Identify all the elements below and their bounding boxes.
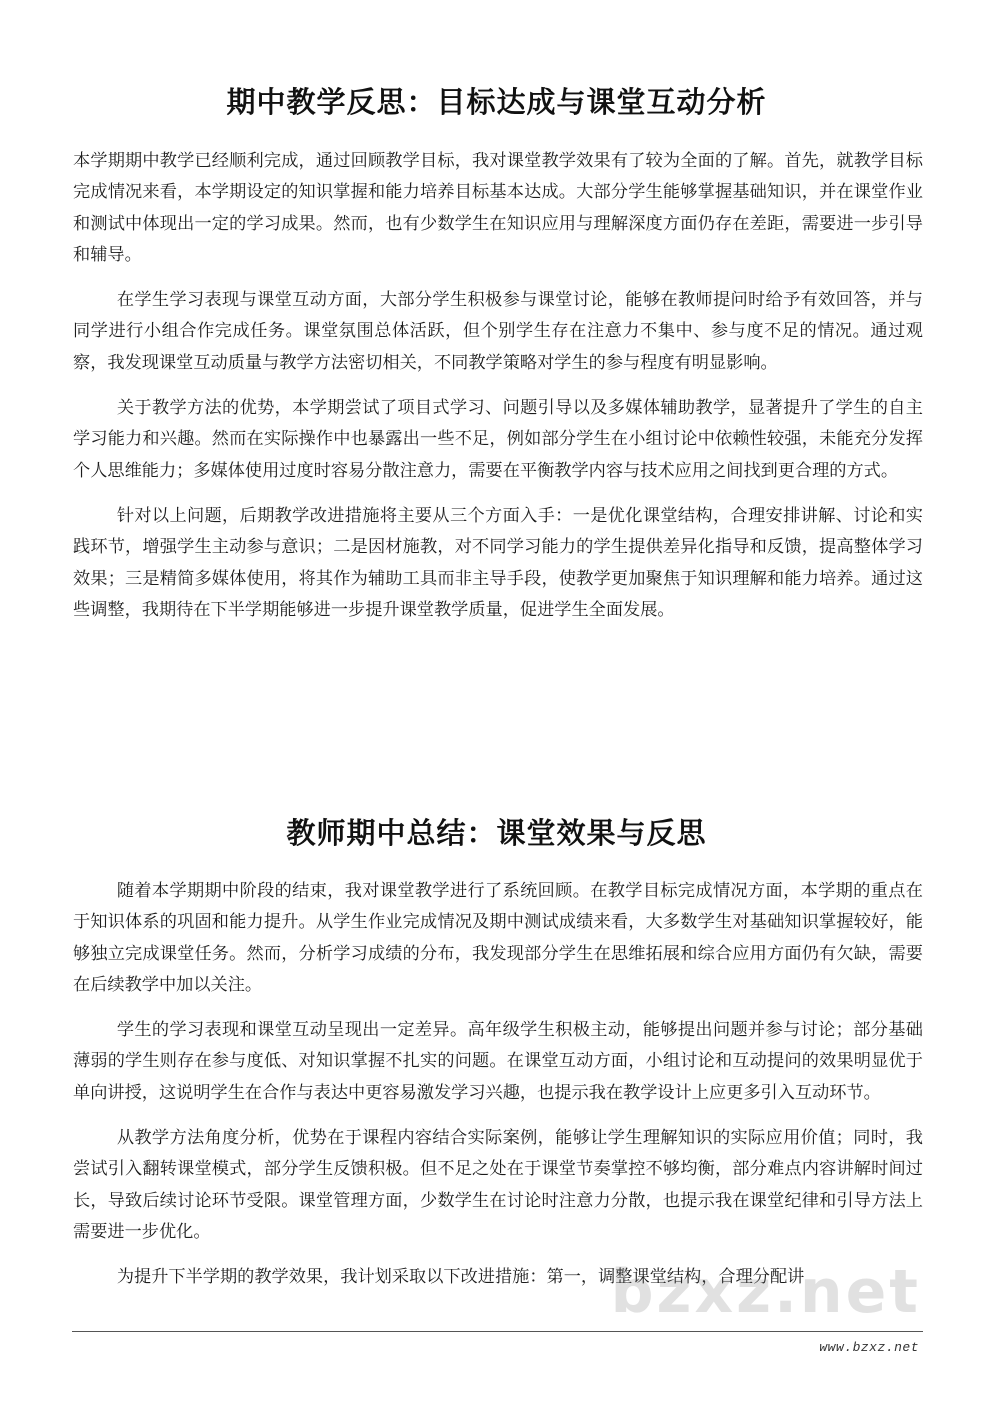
section-2-title: 教师期中总结：课堂效果与反思 (286, 816, 707, 850)
section-2-paragraph: 随着本学期期中阶段的结束，我对课堂教学进行了系统回顾。在教学目标完成情况方面，本学期的重点在于知识体系的巩固和能力提升。从学生作业完成情况及期中测试成绩来看，大多数学生对基础知识掌握较好，能够独立完成课堂任务。然而，分析学习成绩的分布，我发现部分学生在思维拓展和综合应用方面仍有欠缺，需要在后续教学中加以关注。 (73, 881, 923, 995)
section-2-paragraph: 为提升下半学期的教学效果，我计划采取以下改进措施：第一，调整课堂结构，合理分配讲 (116, 1267, 805, 1288)
section-1-paragraph: 关于教学方法的优势，本学期尝试了项目式学习、问题引导以及多媒体辅助教学，显著提升了学生的自主学习能力和兴趣。然而在实际操作中也暴露出一些不足，例如部分学生在小组讨论中依赖性较强，未能充分发挥个人思维能力；多媒体使用过度时容易分散注意力，需要在平衡教学内容与技术应用之间找到更合理的方式。 (73, 398, 923, 481)
section-1-title: 期中教学反思：目标达成与课堂互动分析 (226, 85, 767, 119)
section-2-paragraph: 学生的学习表现和课堂互动呈现出一定差异。高年级学生积极主动，能够提出问题并参与讨论；部分基础薄弱的学生则存在参与度低、对知识掌握不扎实的问题。在课堂互动方面，小组讨论和互动提问的效果明显优于单向讲授，这说明学生在合作与表达中更容易激发学习兴趣，也提示我在教学设计上应更多引入互动环节。 (73, 1020, 923, 1103)
footer-url: www.bzxz.net (819, 1340, 919, 1355)
section-1-paragraph: 针对以上问题，后期教学改进措施将主要从三个方面入手：一是优化课堂结构，合理安排讲解、讨论和实践环节，增强学生主动参与意识；二是因材施教，对不同学习能力的学生提供差异化指导和反馈，提高整体学习效果；三是精简多媒体使用，将其作为辅助工具而非主导手段，使教学更加聚焦于知识理解和能力培养。通过这些调整，我期待在下半学期能够进一步提升课堂教学质量，促进学生全面发展。 (73, 505, 923, 620)
section-1-paragraph: 在学生学习表现与课堂互动方面，大部分学生积极参与课堂讨论，能够在教师提问时给予有效回答，并与同学进行小组合作完成任务。课堂氛围总体活跃，但个别学生存在注意力不集中、参与度不足的情况。通过观察，我发现课堂互动质量与教学方法密切相关，不同教学策略对学生的参与程度有明显影响。 (73, 290, 923, 373)
watermark: bzxz.net (610, 1257, 921, 1327)
section-2-body (73, 876, 923, 1308)
footer-divider (72, 1331, 923, 1332)
section-1-body (73, 146, 923, 640)
section-2-paragraph: 从教学方法角度分析，优势在于课程内容结合实际案例，能够让学生理解知识的实际应用价值；同时，我尝试引入翻转课堂模式，部分学生反馈积极。但不足之处在于课堂节奏掌控不够均衡，部分难点内容讲解时间过长，导致后续讨论环节受限。课堂管理方面，少数学生在讨论时注意力分散，也提示我在课堂纪律和引导方法上需要进一步优化。 (73, 1128, 923, 1242)
section-1-paragraph: 本学期期中教学已经顺利完成，通过回顾教学目标，我对课堂教学效果有了较为全面的了解。首先，就教学目标完成情况来看，本学期设定的知识掌握和能力培养目标基本达成。大部分学生能够掌握基础知识，并在课堂作业和测试中体现出一定的学习成果。然而，也有少数学生在知识应用与理解深度方面仍存在差距，需要进一步引导和辅导。 (73, 151, 923, 265)
